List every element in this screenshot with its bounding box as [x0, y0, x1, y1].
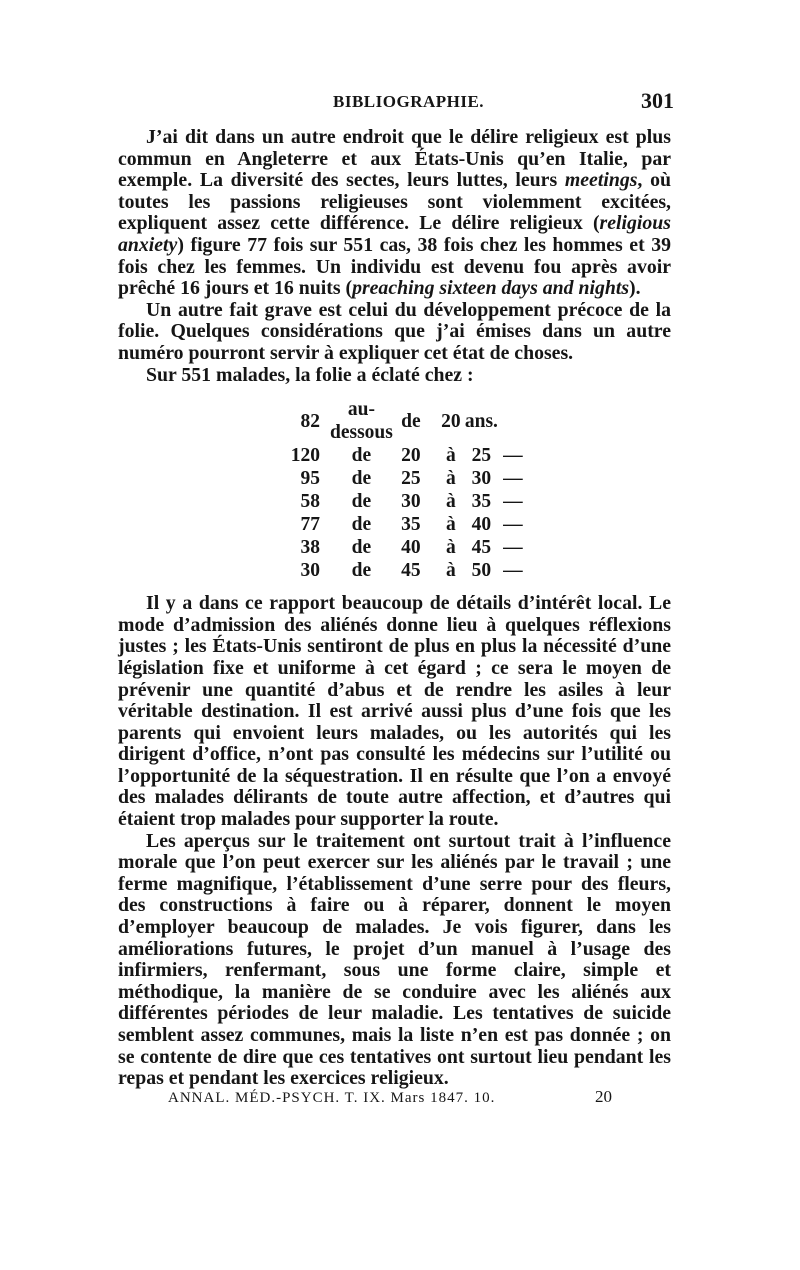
table-cell-d: — [503, 468, 523, 490]
table-cell-a: de [401, 410, 421, 432]
table-cell-w1: de [351, 514, 372, 536]
paragraph-religious-delirium: J’ai dit dans un autre endroit que le délire religieux est plus commun en Angleterre et aux États-Unis qu’en Italie, par exemple. La diversité des sectes, leurs luttes, leurs meetings, où toutes les passions religieuses sont violemment excitées, expliquent assez cette différence. Le délire religieux (religious anxiety) figure 77 fois sur 551 cas, 38 fois chez les hommes et 39 fois chez les femmes. Un individu est devenu fou après avoir prêché 16 jours et 16 nuits (preaching sixteen days and nights). [118, 126, 671, 300]
table-cell-a: 45 [401, 560, 421, 582]
table-cell-w1: de [351, 491, 372, 513]
table-cell-b: à [445, 514, 456, 536]
sheet-signature: 20 [595, 1087, 612, 1106]
table-row [280, 536, 528, 559]
paragraph-precocious-madness: Un autre fait grave est celui du développement précoce de la folie. Quelques considérations que j’ai émises dans un autre numéro pourront servir à expliquer cet état de choses. [118, 298, 671, 364]
table-cell-c: 30 [471, 468, 492, 490]
paragraph-treatment: Les aperçus sur le traitement ont surtout trait à l’influence morale que l’on peut exercer sur les aliénés par le travail ; une ferme magnifique, l’établissement d’une serre pour des fleurs, des constructions à faire ou à réparer, donnent le moyen d’employer beaucoup de malades. Je vois figurer, dans les améliorations futures, le projet d’un manuel à l’usage des infirmiers, renfermant, sous une forme claire, simple et méthodique, la manière de se conduire avec les aliénés aux différentes périodes de leur maladie. Les tentatives de suicide semblent assez communes, mais la liste n’en est pas donnée ; on se contente de dire que ces tentatives ont surtout lieu pendant les repas et pendant les exercices religieux. [118, 829, 671, 1090]
table-cell-d [498, 398, 528, 444]
table-cell-w1: de [351, 560, 372, 582]
table-cell-count: 120 [290, 445, 320, 467]
table-cell-w1: au-dessous [330, 399, 393, 444]
table-cell-b: à [445, 468, 456, 490]
table-row [280, 444, 528, 467]
table-cell-c: 35 [471, 491, 492, 513]
table-cell-d: — [503, 537, 523, 559]
running-header [0, 88, 800, 120]
table-cell-d: — [503, 445, 523, 467]
table-cell-w1: de [351, 537, 372, 559]
table-cell-b: à [445, 537, 456, 559]
table-row [280, 513, 528, 536]
table-cell-count: 77 [300, 514, 320, 536]
table-cell-count: 30 [300, 560, 320, 582]
paragraph-table-intro: Sur 551 malades, la folie a éclaté chez : [146, 363, 474, 386]
table-cell-b: à [445, 445, 456, 467]
table-cell-a: 35 [401, 514, 421, 536]
table-row [280, 490, 528, 513]
journal-signature: ANNAL. MÉD.-PSYCH. T. IX. Mars 1847. 10. [168, 1090, 496, 1106]
table-cell-count: 38 [300, 537, 320, 559]
table-cell-a: 40 [401, 537, 421, 559]
header-title: BIBLIOGRAPHIE. [333, 92, 485, 111]
table-cell-b: à [445, 491, 456, 513]
table-cell-c: 25 [471, 445, 492, 467]
table-row [280, 467, 528, 490]
table-cell-a: 30 [401, 491, 421, 513]
table-cell-count: 58 [300, 491, 320, 513]
term-preaching: preaching sixteen days and nights [352, 277, 630, 300]
table-cell-a: 25 [401, 468, 421, 490]
table-row [280, 398, 528, 444]
term-religious-anxiety: religious anxiety [118, 212, 671, 256]
table-cell-b: 20 [441, 410, 461, 432]
table-cell-w1: de [351, 468, 372, 490]
table-cell-d: — [503, 491, 523, 513]
paragraph-admission: Il y a dans ce rapport beaucoup de détails d’intérêt local. Le mode d’admission des aliénés donne lieu à quelques réflexions justes ; les États-Unis sentiront de plus en plus la nécessité d’une législation fixe et uniforme à cet égard ; ce sera le moyen de prévenir une quantité d’abus et de rendre les asiles à leur véritable destination. Il est arrivé aussi plus d’une fois que les parents qui envoient leurs malades, ou les autorités qui les dirigent d’office, n’ont pas consulté les médecins sur l’utilité ou l’opportunité de la séquestration. Il en résulte que l’on a envoyé des malades délirants de toute autre affection, et d’autres qui étaient trop malades pour supporter la route. [118, 592, 671, 831]
page-body [118, 127, 671, 1090]
table-cell-c: 45 [471, 537, 492, 559]
age-onset-table [280, 398, 528, 582]
table-cell-b: à [445, 560, 456, 582]
table-cell-count: 82 [300, 410, 320, 432]
table-cell-d: — [503, 560, 523, 582]
term-meetings: meetings [564, 169, 638, 192]
table-cell-count: 95 [300, 468, 320, 490]
table-cell-d: — [503, 514, 523, 536]
table-cell-a: 20 [401, 445, 421, 467]
table-row [280, 559, 528, 582]
table-cell-c: ans. [464, 410, 498, 432]
page-footer [0, 1087, 800, 1111]
table-cell-c: 50 [471, 560, 492, 582]
table-cell-c: 40 [471, 514, 492, 536]
table-cell-w1: de [351, 445, 372, 467]
page-number: 301 [641, 88, 674, 113]
